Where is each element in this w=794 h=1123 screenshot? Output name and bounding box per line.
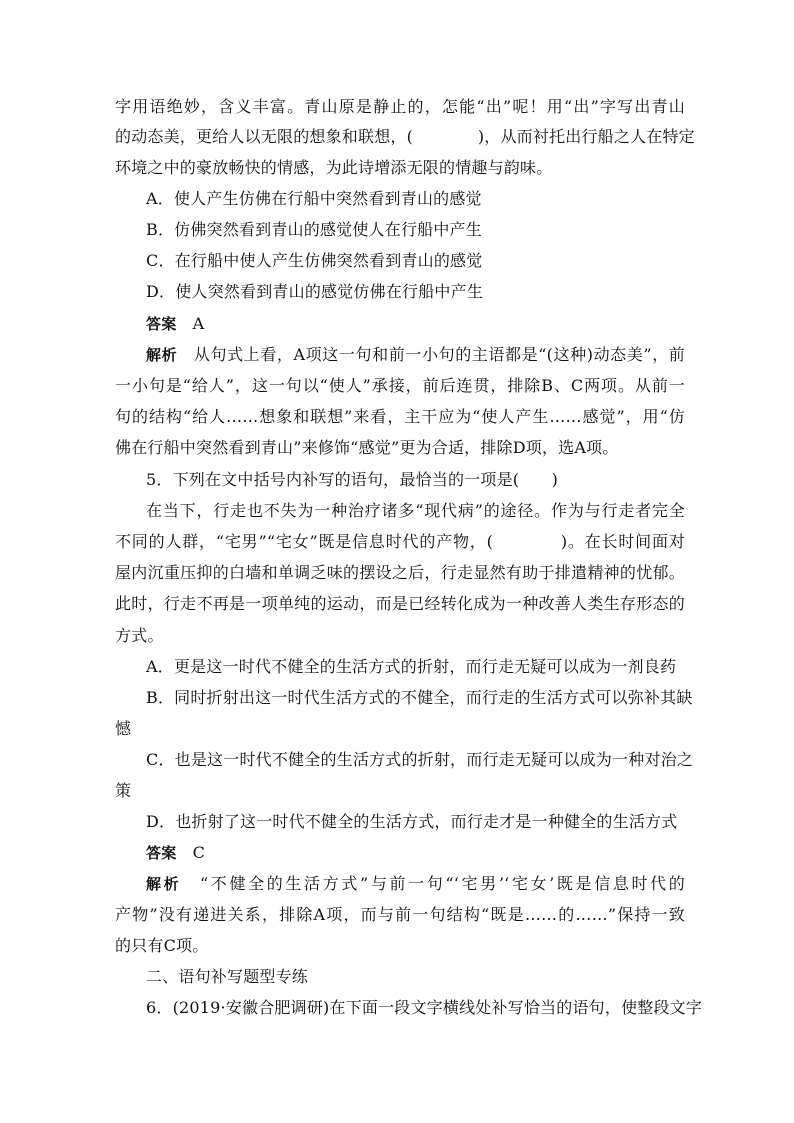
text-line (115, 626, 685, 646)
line-text: 的动态美，更给人以无限的想象和联想，( )，从而衬托出行船之人在特定 (115, 127, 695, 146)
text-line (146, 345, 685, 365)
text-line (146, 501, 685, 521)
line-text: 憾 (115, 719, 132, 738)
text-line (146, 470, 685, 490)
analysis-label: 解析 (146, 346, 178, 364)
line-text: B．同时折射出这一时代生活方式的不健全，而行走的生活方式可以弥补其缺 (146, 688, 693, 707)
text-line (146, 874, 685, 894)
line-text: A．使人产生仿佛在行船中突然看到青山的感觉 (146, 189, 482, 208)
line-text: 在当下，行走也不失为一种治疗诸多“现代病”的途径。作为与行走者完全 (146, 501, 685, 520)
text-line (146, 750, 694, 770)
line-text: 6．(2019·安徽合肥调研)在下面一段文字横线处补写恰当的语句，使整段文字 (146, 998, 703, 1017)
line-text: 5．下列在文中括号内补写的语句，最恰当的一项是( ) (146, 470, 559, 489)
text-line (146, 220, 685, 240)
line-text: 产物”没有递进关系，排除A项，而与前一句结构“既是……的……”保持一致 (115, 905, 685, 924)
text-line (115, 97, 685, 117)
text-line (115, 158, 685, 178)
line-text: D．也折射了这一时代不健全的生活方式，而行走才是一种健全的生活方式 (146, 812, 678, 831)
text-line (146, 657, 685, 677)
text-line (115, 905, 685, 925)
line-text: 佛在行船中突然看到青山”来修饰“感觉”更为合适，排除D项，选A项。 (115, 438, 619, 457)
line-text: 方式。 (115, 626, 164, 645)
line-text: 二、语句补写题型专练 (146, 967, 309, 986)
text-line (115, 594, 685, 614)
line-text: 环境之中的豪放畅快的情感，为此诗增添无限的情趣与韵味。 (115, 158, 553, 177)
text-line (115, 563, 685, 583)
answer-label: 答案 (146, 315, 177, 333)
text-line (146, 189, 685, 209)
line-text: 的只有C项。 (115, 936, 209, 955)
text-line (115, 936, 685, 956)
text-line (146, 812, 685, 832)
line-text: B．仿佛突然看到青山的感觉使人在行船中产生 (146, 220, 482, 239)
line-text: D．使人突然看到青山的感觉仿佛在行船中产生 (146, 282, 484, 301)
text-line (146, 282, 685, 302)
line-text: 一小句是“给人”，这一句以“使人”承接，前后连贯，排除B、C两项。从前一 (115, 376, 685, 395)
text-line (115, 781, 685, 801)
text-line (146, 998, 703, 1018)
text-line (146, 314, 685, 334)
text-line (146, 843, 685, 863)
text-line (115, 407, 685, 427)
line-text: 策 (115, 781, 132, 800)
line-text: “不健全的生活方式”与前一句“‘宅男’‘宅女’既是信息时代的 (181, 874, 685, 893)
text-line (146, 967, 685, 987)
line-text: 句的结构“给人……想象和联想”来看，主干应为“使人产生……感觉”，用“仿 (115, 407, 685, 426)
line-text: C．在行船中使人产生仿佛突然看到青山的感觉 (146, 251, 483, 270)
text-line (115, 127, 695, 147)
text-line (115, 532, 685, 552)
text-line (115, 719, 685, 739)
line-text: 屋内沉重压抑的白墙和单调乏味的摆设之后，行走显然有助于排遣精神的忧郁。 (115, 563, 685, 582)
line-text: C．也是这一时代不健全的生活方式的折射，而行走无疑可以成为一种对治之 (146, 750, 694, 769)
text-line (146, 251, 685, 271)
line-text: 从句式上看，A项这一句和前一小句的主语都是“(这种)动态美”，前 (177, 345, 686, 364)
line-text: 不同的人群，“宅男”“宅女”既是信息时代的产物，( )。在长时间面对 (115, 532, 685, 551)
line-text: 字用语绝妙，含义丰富。青山原是静止的，怎能“出”呢！用“出”字写出青山 (115, 97, 685, 116)
line-text: A．更是这一时代不健全的生活方式的折射，而行走无疑可以成为一剂良药 (146, 657, 677, 676)
analysis-label: 解析 (146, 875, 182, 893)
line-text: C (176, 843, 206, 862)
text-line (115, 376, 685, 396)
text-line (115, 438, 685, 458)
text-line (146, 688, 693, 708)
answer-label: 答案 (146, 844, 177, 862)
line-text: 此时，行走不再是一项单纯的运动，而是已经转化成为一种改善人类生存形态的 (115, 594, 685, 613)
line-text: A (176, 314, 205, 333)
